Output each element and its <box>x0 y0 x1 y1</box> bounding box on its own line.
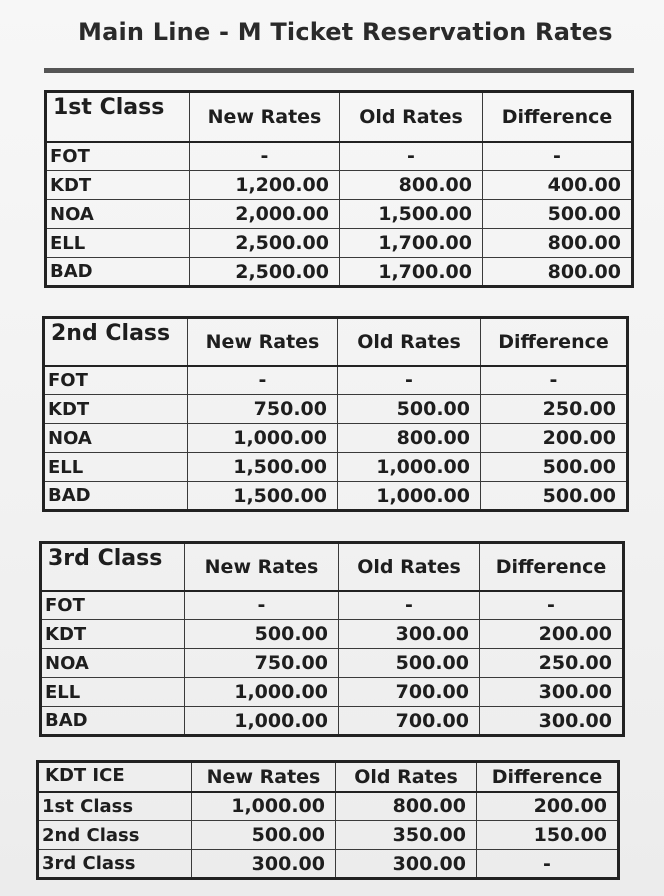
new-rate-cell: 2,500.00 <box>190 258 340 287</box>
difference-cell: 500.00 <box>481 453 628 482</box>
table-header-row <box>44 318 628 366</box>
difference-cell: 200.00 <box>481 424 628 453</box>
old-rate-cell: 1,000.00 <box>338 453 481 482</box>
difference-cell: 800.00 <box>483 229 633 258</box>
difference-cell: - <box>477 850 619 879</box>
table-header-row <box>46 92 633 142</box>
new-rate-cell: - <box>185 591 339 620</box>
old-rate-cell: - <box>340 142 483 171</box>
new-rate-cell: 1,000.00 <box>192 792 336 821</box>
table-row <box>41 707 624 736</box>
page-title: Main Line - M Ticket Reservation Rates <box>78 18 613 46</box>
table-row <box>38 821 619 850</box>
station-cell: ELL <box>46 229 190 258</box>
col-header-old-rates: Old Rates <box>338 318 481 366</box>
rates-table-2nd-class <box>42 316 629 512</box>
new-rate-cell: 500.00 <box>185 620 339 649</box>
new-rate-cell: 1,500.00 <box>188 453 338 482</box>
new-rate-cell: 1,000.00 <box>188 424 338 453</box>
col-header-new-rates: New Rates <box>185 543 339 591</box>
table-row <box>38 792 619 821</box>
station-cell: BAD <box>44 482 188 511</box>
station-cell: ELL <box>41 678 185 707</box>
col-header-old-rates: Old Rates <box>340 92 483 142</box>
difference-cell: 150.00 <box>477 821 619 850</box>
class-name: 1st Class <box>46 92 190 142</box>
new-rate-cell: 1,000.00 <box>185 707 339 736</box>
col-header-new-rates: New Rates <box>192 762 336 792</box>
col-header-new-rates: New Rates <box>188 318 338 366</box>
table-row <box>46 258 633 287</box>
rates-table-3rd-class <box>39 541 625 737</box>
table-row <box>46 229 633 258</box>
old-rate-cell: 1,000.00 <box>338 482 481 511</box>
table-header-row <box>38 762 619 792</box>
col-header-difference: Difference <box>480 543 624 591</box>
old-rate-cell: 700.00 <box>339 707 480 736</box>
difference-cell: - <box>481 366 628 395</box>
table-row <box>44 366 628 395</box>
rates-table-1st-class <box>44 90 634 288</box>
old-rate-cell: - <box>338 366 481 395</box>
station-cell: KDT <box>44 395 188 424</box>
difference-cell: 800.00 <box>483 258 633 287</box>
new-rate-cell: - <box>188 366 338 395</box>
difference-cell: 300.00 <box>480 707 624 736</box>
station-cell: FOT <box>41 591 185 620</box>
col-header-difference: Difference <box>477 762 619 792</box>
difference-cell: 500.00 <box>481 482 628 511</box>
class-cell: 3rd Class <box>38 850 192 879</box>
station-cell: KDT <box>46 171 190 200</box>
old-rate-cell: 1,500.00 <box>340 200 483 229</box>
old-rate-cell: 500.00 <box>338 395 481 424</box>
col-header-old-rates: Old Rates <box>336 762 477 792</box>
table-row <box>41 678 624 707</box>
old-rate-cell: 800.00 <box>336 792 477 821</box>
station-cell: ELL <box>44 453 188 482</box>
station-cell: BAD <box>41 707 185 736</box>
difference-cell: 200.00 <box>477 792 619 821</box>
title-underline <box>44 68 634 73</box>
difference-cell: 250.00 <box>480 649 624 678</box>
table-row <box>46 171 633 200</box>
table-row <box>46 200 633 229</box>
old-rate-cell: 1,700.00 <box>340 229 483 258</box>
old-rate-cell: 800.00 <box>340 171 483 200</box>
table-row <box>41 591 624 620</box>
class-cell: 1st Class <box>38 792 192 821</box>
old-rate-cell: 350.00 <box>336 821 477 850</box>
new-rate-cell: 750.00 <box>188 395 338 424</box>
station-cell: NOA <box>46 200 190 229</box>
station-cell: FOT <box>44 366 188 395</box>
col-header-difference: Difference <box>481 318 628 366</box>
station-cell: KDT <box>41 620 185 649</box>
station-cell: NOA <box>41 649 185 678</box>
station-cell: BAD <box>46 258 190 287</box>
old-rate-cell: 500.00 <box>339 649 480 678</box>
old-rate-cell: 700.00 <box>339 678 480 707</box>
difference-cell: 200.00 <box>480 620 624 649</box>
table-row <box>44 395 628 424</box>
difference-cell: - <box>480 591 624 620</box>
table-header-row <box>41 543 624 591</box>
table-row <box>38 850 619 879</box>
new-rate-cell: 1,000.00 <box>185 678 339 707</box>
station-cell: FOT <box>46 142 190 171</box>
table-row <box>44 482 628 511</box>
old-rate-cell: - <box>339 591 480 620</box>
table-row <box>44 424 628 453</box>
difference-cell: 500.00 <box>483 200 633 229</box>
station-cell: NOA <box>44 424 188 453</box>
new-rate-cell: 1,500.00 <box>188 482 338 511</box>
difference-cell: 250.00 <box>481 395 628 424</box>
table-row <box>41 620 624 649</box>
col-header-difference: Difference <box>483 92 633 142</box>
old-rate-cell: 300.00 <box>339 620 480 649</box>
table-row <box>41 649 624 678</box>
col-header-new-rates: New Rates <box>190 92 340 142</box>
table-row <box>44 453 628 482</box>
old-rate-cell: 300.00 <box>336 850 477 879</box>
new-rate-cell: - <box>190 142 340 171</box>
difference-cell: 400.00 <box>483 171 633 200</box>
new-rate-cell: 1,200.00 <box>190 171 340 200</box>
new-rate-cell: 2,500.00 <box>190 229 340 258</box>
old-rate-cell: 800.00 <box>338 424 481 453</box>
rates-table-kdt-ice <box>36 760 620 880</box>
class-name: 2nd Class <box>44 318 188 366</box>
difference-cell: - <box>483 142 633 171</box>
difference-cell: 300.00 <box>480 678 624 707</box>
new-rate-cell: 750.00 <box>185 649 339 678</box>
new-rate-cell: 500.00 <box>192 821 336 850</box>
class-cell: 2nd Class <box>38 821 192 850</box>
col-header-old-rates: Old Rates <box>339 543 480 591</box>
old-rate-cell: 1,700.00 <box>340 258 483 287</box>
table-row <box>46 142 633 171</box>
new-rate-cell: 2,000.00 <box>190 200 340 229</box>
new-rate-cell: 300.00 <box>192 850 336 879</box>
class-name: KDT ICE <box>38 762 192 792</box>
class-name: 3rd Class <box>41 543 185 591</box>
